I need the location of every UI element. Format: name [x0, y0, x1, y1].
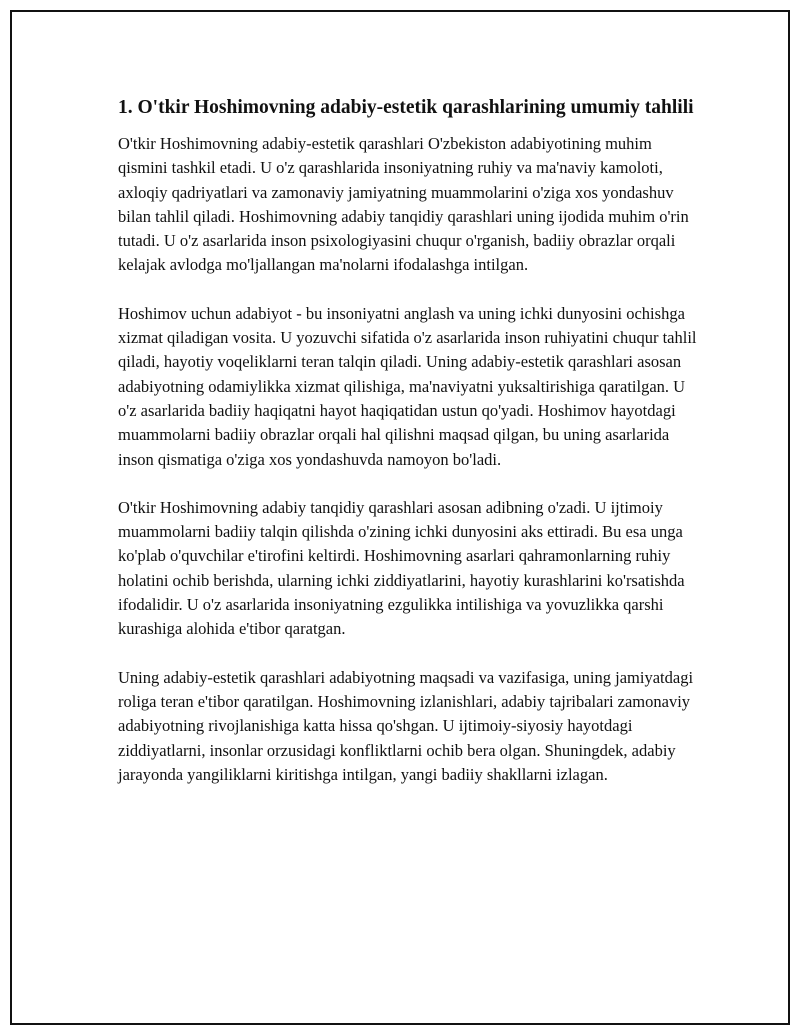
paragraph: Hoshimov uchun adabiyot - bu insoniyatni anglash va uning ichki dunyosini ochishga xizmat qiladigan vosita. U yozuvchi sifatida o'z asarlarida inson ruhiyatini chuqur tahlil qiladi, hayotiy voqeliklarni teran talqin qiladi. Uning adabiy-estetik qarashlari asosan adabiyotning odamiylikka xizmat qilishiga, ma'naviyatni yuksaltirishiga qaratilgan. U o'z asarlarida badiiy haqiqatni hayot haqiqatidan ustun qo'yadi. Hoshimov hayotdagi muammolarni badiiy obrazlar orqali hal qilishni maqsad qilgan, bu uning asarlarida inson qismatiga o'ziga xos yondashuvda namoyon bo'ladi. — [118, 303, 697, 469]
document-body — [118, 94, 698, 811]
paragraph: Uning adabiy-estetik qarashlari adabiyotning maqsadi va vazifasiga, uning jamiyatdagi roliga teran e'tibor qaratilgan. Hoshimovning izlanishlari, adabiy tajribalari zamonaviy adabiyotning rivojlanishiga katta hissa qo'shgan. U ijtimoiy-siyosiy hayotdagi ziddiyatlarni, insonlar orzusidagi konfliktlarni ochib bera olgan. Shuningdek, adabiy jarayonda yangiliklarni kiritishga intilgan, yangi badiiy shakllarni izlagan. — [118, 667, 694, 784]
section-heading: 1. O'tkir Hoshimovning adabiy-estetik qarashlarining umumiy tahlili — [118, 97, 694, 118]
paragraph: O'tkir Hoshimovning adabiy tanqidiy qarashlari asosan adibning o'zadi. U ijtimoiy muammolarni badiiy talqin qilishda o'zining ichki dunyosini aks ettiradi. Bu esa unga ko'plab o'quvchilar e'tirofini keltirdi. Hoshimovning asarlari qahramonlarning ruhiy holatini ochib berishda, ularning ichki ziddiyatlarini, hayotiy kurashlarini ko'rsatishda ifodalidir. U o'z asarlarida insoniyatning ezgulikka intilishiga va yovuzlikka qarshi kurashiga alohida e'tibor qaratgan. — [118, 497, 685, 639]
document-page — [10, 10, 790, 1025]
paragraph: O'tkir Hoshimovning adabiy-estetik qarashlari O'zbekiston adabiyotining muhim qismini tashkil etadi. U o'z qarashlarida insoniyatning ruhiy va ma'naviy kamoloti, axloqiy qadriyatlari va zamonaviy jamiyatning muammolarini o'ziga xos yondashuv bilan tahlil qiladi. Hoshimovning adabiy tanqidiy qarashlari uning ijodida muhim o'rin tutadi. U o'z asarlarida inson psixologiyasini chuqur o'rganish, badiiy obrazlar orqali kelajak avlodga mo'ljallangan ma'nolarni ifodalashga intilgan. — [118, 134, 689, 275]
